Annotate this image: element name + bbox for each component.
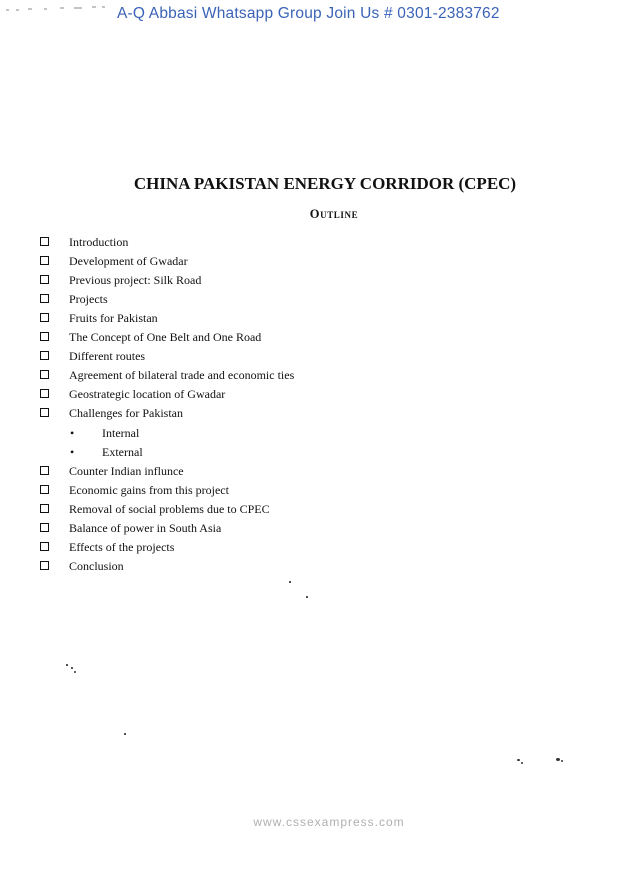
checkbox-icon [40, 408, 49, 417]
checkbox-icon [40, 561, 49, 570]
scan-speck [289, 581, 291, 583]
checkbox-icon [40, 275, 49, 284]
checkbox-icon [40, 237, 49, 246]
scan-speck [74, 671, 76, 673]
whatsapp-group-banner: A-Q Abbasi Whatsapp Group Join Us # 0301-2383762 [117, 5, 500, 22]
footer-website-url: www.cssexampress.com [253, 815, 405, 829]
checkbox-icon [40, 389, 49, 398]
checkbox-icon [40, 370, 49, 379]
checkbox-icon [40, 523, 49, 532]
scan-speck [71, 667, 73, 669]
document-title: CHINA PAKISTAN ENERGY CORRIDOR (CPEC) [133, 174, 517, 193]
bullet-icon: • [70, 426, 75, 440]
checkbox-icon [40, 542, 49, 551]
scan-speck [561, 760, 563, 762]
checkbox-icon [40, 466, 49, 475]
scan-speck [124, 733, 126, 735]
scan-corner-marks [2, 0, 112, 12]
scan-speck [517, 759, 520, 761]
outline-heading: Outline [309, 207, 359, 221]
checkbox-icon [40, 294, 49, 303]
bullet-icon: • [70, 445, 75, 459]
scan-speck [66, 664, 68, 666]
scan-speck [556, 758, 560, 761]
checkbox-icon [40, 332, 49, 341]
scan-speck [306, 596, 308, 598]
checkbox-icon [40, 485, 49, 494]
checkbox-icon [40, 313, 49, 322]
checkbox-icon [40, 504, 49, 513]
scan-speck [521, 762, 523, 764]
checkbox-icon [40, 351, 49, 360]
checkbox-icon [40, 256, 49, 265]
